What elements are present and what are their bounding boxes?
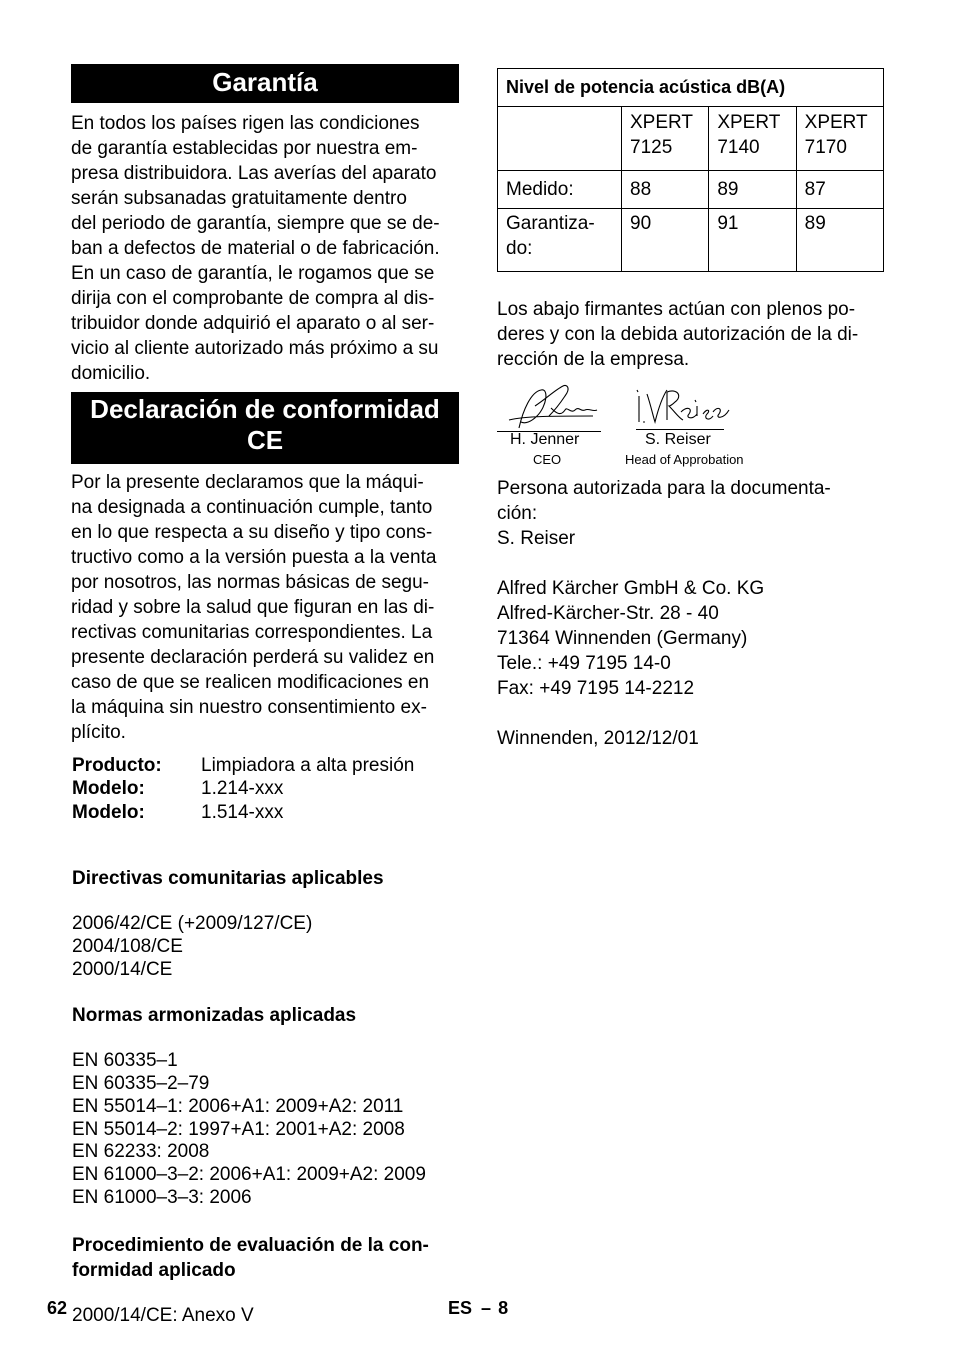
signature-line-2	[636, 429, 724, 430]
conformidad-heading-line2: CE	[246, 425, 284, 455]
signer-2-name: S. Reiser	[645, 431, 711, 448]
modelo2-row	[72, 801, 414, 824]
noise-cell: 87	[796, 171, 883, 209]
signer-1-name: H. Jenner	[510, 431, 580, 448]
signer-1-role: CEO	[533, 452, 562, 467]
noise-table	[497, 68, 884, 272]
noise-model-2: XPERT 7140	[709, 107, 796, 171]
modelo1-value: 1.214-xxx	[201, 778, 284, 800]
footer-sep: –	[481, 1298, 492, 1318]
conformidad-heading	[71, 392, 459, 464]
contact-text: Persona autorizada para la documenta- ción: S. Reiser Alfred Kärcher GmbH & Co. KG Alfred-Kärcher-Str. 28 - 40 71364 Winnenden (Germany) Tele.: +49 7195 14-0 Fax: +49 7195 14-2212 Winnenden, 2012/12/01	[497, 478, 831, 749]
noise-cell: 88	[622, 171, 709, 209]
noise-cell: 91	[709, 209, 796, 272]
garantia-text: En todos los países rigen las condiciones de garantía establecidas por nuestra em- presa distribuidora. Las averías del aparato serán subsanadas gratuitamente dentro del periodo de garantía, siempre que se de- ban a defectos de material o de fabricación. En un caso de garantía, le rogamos que se dirija con el comprobante de compra al dis- tribuidor donde adquirió el aparato o al ser- vicio al cliente autorizado más próximo a su domicilio.	[71, 113, 440, 384]
product-info	[72, 754, 414, 824]
modelo1-row	[72, 777, 414, 800]
noise-row-label: Medido:	[498, 171, 622, 209]
procedimiento-value: 2000/14/CE: Anexo V	[72, 1305, 254, 1327]
conformidad-text: Por la presente declaramos que la máqui- na designada a continuación cumple, tanto en lo que respecta a su diseño y tipo cons- tructivo como a la versión puesta a la venta por nosotros, las normas básicas de segu- ridad y sobre la salud que figuran en las di- rectivas comunitarias correspondientes. La presente declaración perderá su validez en caso de que se realicen modificaciones en la máquina sin nuestro consentimiento ex- plícito.	[71, 472, 437, 743]
producto-label: Producto:	[72, 755, 162, 776]
directivas-list: 2006/42/CE (+2009/127/CE) 2004/108/CE 2000/14/CE	[72, 913, 313, 980]
directivas-title: Directivas comunitarias aplicables	[72, 867, 384, 889]
signer-2-role: Head of Approbation	[625, 452, 744, 467]
signature-jenner	[505, 380, 600, 432]
noise-header-empty	[498, 107, 622, 171]
noise-cell: 89	[709, 171, 796, 209]
footer-lang-code: ES	[448, 1298, 473, 1318]
noise-model-1: XPERT 7125	[622, 107, 709, 171]
normas-title: Normas armonizadas aplicadas	[72, 1004, 357, 1026]
modelo2-value: 1.514-xxx	[201, 801, 284, 823]
noise-table-title: Nivel de potencia acústica dB(A)	[498, 69, 884, 107]
page-number: 62	[47, 1298, 68, 1318]
noise-model-3: XPERT 7170	[796, 107, 883, 171]
footer-lang	[448, 1298, 508, 1319]
footer-num: 8	[498, 1298, 509, 1318]
noise-row-label: Garantiza- do:	[498, 209, 622, 272]
garantia-heading: Garantía	[71, 64, 459, 103]
normas-list: EN 60335–1 EN 60335–2–79 EN 55014–1: 2006+A1: 2009+A2: 2011 EN 55014–2: 1997+A1: 2001+A2: 2008 EN 62233: 2008 EN 61000–3–2: 2006+A1: 2009+A2: 2009 EN 61000–3–3: 2006	[72, 1050, 426, 1208]
producto-row	[72, 754, 414, 777]
standards-list	[72, 845, 472, 1351]
signature-reiser	[633, 386, 733, 428]
noise-cell: 89	[796, 209, 883, 272]
conformidad-heading-line1: Declaración de conformidad	[90, 394, 440, 424]
procedimiento-title: Procedimiento de evaluación de la con- formidad aplicado	[72, 1234, 429, 1281]
modelo2-label: Modelo:	[72, 801, 145, 823]
firmantes-text: Los abajo firmantes actúan con plenos po- deres y con la debida autorización de la di- rección de la empresa.	[497, 299, 859, 370]
producto-value: Limpiadora a alta presión	[201, 755, 415, 776]
modelo1-label: Modelo:	[72, 778, 145, 800]
noise-cell: 90	[622, 209, 709, 272]
